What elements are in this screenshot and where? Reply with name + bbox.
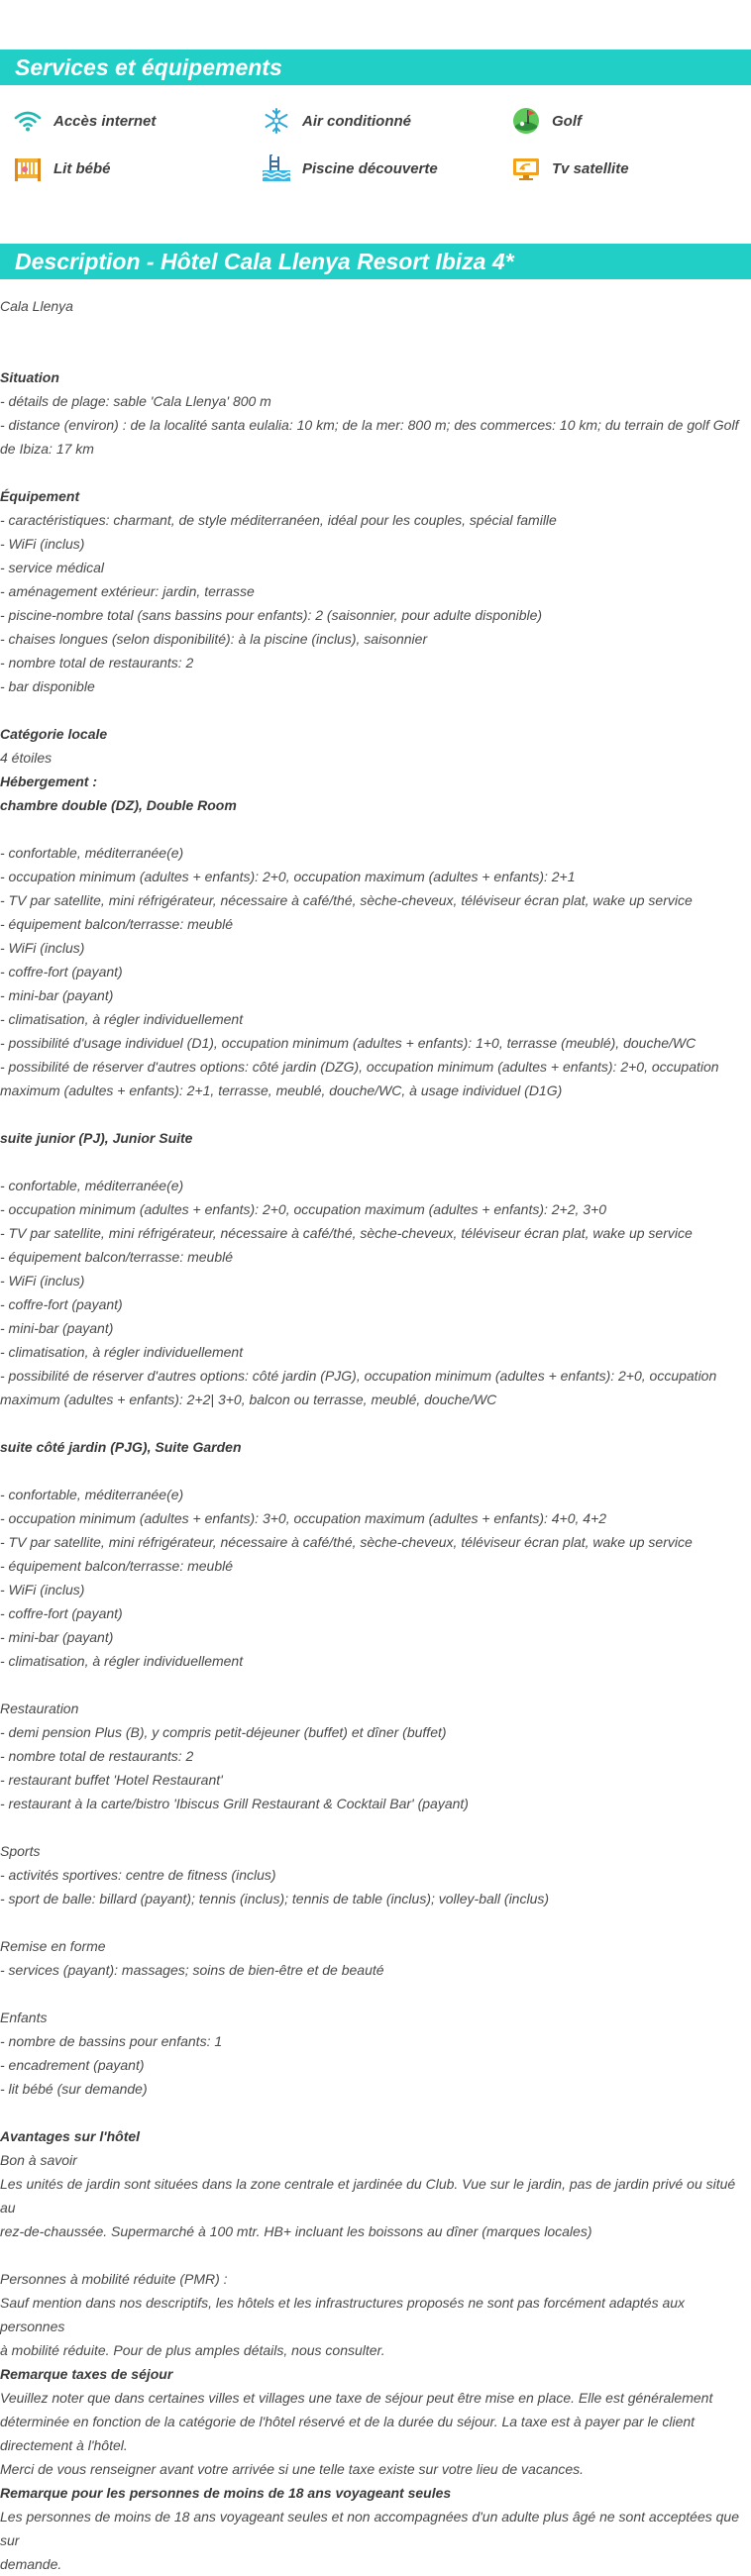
description-line: - détails de plage: sable 'Cala Llenya' 800 m xyxy=(0,393,271,409)
description-line: - coffre-fort (payant) xyxy=(0,1605,123,1621)
description-line: - bar disponible xyxy=(0,678,95,694)
amenity-outdoor-pool xyxy=(261,154,438,183)
description-line: demande. xyxy=(0,2556,62,2572)
description-line: - restaurant à la carte/bistro 'Ibiscus Grill Restaurant & Cocktail Bar' (payant) xyxy=(0,1796,469,1811)
description-line: - demi pension Plus (B), y compris petit-déjeuner (buffet) et dîner (buffet) xyxy=(0,1724,447,1740)
snowflake-icon xyxy=(261,106,292,136)
description-line: - nombre total de restaurants: 2 xyxy=(0,655,194,670)
description-line: Sports xyxy=(0,1843,41,1859)
section-heading: suite côté jardin (PJG), Suite Garden xyxy=(0,1439,242,1455)
description-line: - confortable, méditerranée(e) xyxy=(0,845,184,861)
description-line: - occupation minimum (adultes + enfants): 2+0, occupation maximum (adultes + enfants): 2+2, 3+0 xyxy=(0,1201,607,1217)
description-line: déterminée en fonction de la catégorie de l'hôtel réservé et de la durée du séjour. La taxe est à payer par le client xyxy=(0,2414,696,2429)
description-line: - possibilité de réserver d'autres options: côté jardin (DZG), occupation minimum (adultes + enfants): 2+0, occupation xyxy=(0,1059,719,1075)
amenity-label: Piscine découverte xyxy=(302,159,438,177)
section-heading: Situation xyxy=(0,369,59,385)
section-heading: Catégorie locale xyxy=(0,726,108,742)
description-line: 4 étoiles xyxy=(0,750,53,766)
description-line: - encadrement (payant) xyxy=(0,2057,145,2073)
description-line: - services (payant): massages; soins de bien-être et de beauté xyxy=(0,1962,384,1978)
section-heading xyxy=(0,1673,751,1697)
amenity-label: Golf xyxy=(552,112,582,130)
description-line: Veuillez noter que dans certaines villes et villages une taxe de séjour peut être mise en place. Elle est généralement xyxy=(0,2390,713,2406)
description-line: - confortable, méditerranée(e) xyxy=(0,1178,184,1193)
section-heading xyxy=(0,1982,751,2006)
baby-cot-icon xyxy=(12,154,44,183)
description-line: - restaurant buffet 'Hotel Restaurant' xyxy=(0,1772,223,1788)
description-line: - WiFi (inclus) xyxy=(0,536,85,552)
description-line: - occupation minimum (adultes + enfants): 2+0, occupation maximum (adultes + enfants): 2+1 xyxy=(0,869,576,884)
description-line: - distance (environ) : de la localité santa eulalia: 10 km; de la mer: 800 m; des commerces: 10 km; du terrain de golf Golf xyxy=(0,417,739,433)
description-line: Les unités de jardin sont situées dans la zone centrale et jardinée du Club. Vue sur le jardin, pas de jardin privé ou situé au xyxy=(0,2176,736,2215)
description-line xyxy=(0,1150,751,1174)
section-heading: Avantages sur l'hôtel xyxy=(0,2128,141,2144)
amenity-satellite-tv xyxy=(510,154,629,183)
golf-icon xyxy=(510,106,542,136)
amenity-label: Tv satellite xyxy=(552,159,629,177)
description-line: - occupation minimum (adultes + enfants): 3+0, occupation maximum (adultes + enfants): 4+0, 4+2 xyxy=(0,1510,607,1526)
description-line: - équipement balcon/terrasse: meublé xyxy=(0,916,234,932)
description-line: - lit bébé (sur demande) xyxy=(0,2081,148,2097)
description-line: Restauration xyxy=(0,1700,79,1716)
description-line: - activités sportives: centre de fitness (inclus) xyxy=(0,1867,276,1883)
pool-icon xyxy=(261,154,292,183)
description-line: - WiFi (inclus) xyxy=(0,1273,85,1288)
description-line: de Ibiza: 17 km xyxy=(0,441,94,457)
section-heading: Équipement xyxy=(0,488,80,504)
section-heading: Remarque taxes de séjour xyxy=(0,2366,173,2382)
amenity-baby-cot xyxy=(12,154,111,183)
section-heading: Remarque pour les personnes de moins de 18 ans voyageant seules xyxy=(0,2485,452,2501)
section-heading xyxy=(0,1815,751,1839)
description-line xyxy=(0,342,751,365)
description-line: - TV par satellite, mini réfrigérateur, nécessaire à café/thé, sèche-cheveux, téléviseur écran plat, wake up service xyxy=(0,1225,693,1241)
services-header: Services et équipements xyxy=(0,50,751,85)
amenity-label: Lit bébé xyxy=(54,159,111,177)
description-line: Enfants xyxy=(0,2009,48,2025)
description-line: - sport de balle: billard (payant); tennis (inclus); tennis de table (inclus); volley-ball (inclus) xyxy=(0,1891,550,1906)
description-line: Les personnes de moins de 18 ans voyageant seules et non accompagnées d'un adulte plus âgé ne sont acceptées que sur xyxy=(0,2509,739,2548)
description-line: - coffre-fort (payant) xyxy=(0,964,123,979)
section-heading xyxy=(0,1910,751,1934)
section-heading xyxy=(0,2101,751,2124)
description-line: - piscine-nombre total (sans bassins pour enfants): 2 (saisonnier, pour adulte disponible) xyxy=(0,607,543,623)
description-line: - climatisation, à régler individuellement xyxy=(0,1653,244,1669)
description-line: à mobilité réduite. Pour de plus amples détails, nous consulter. xyxy=(0,2342,385,2358)
description-line: - équipement balcon/terrasse: meublé xyxy=(0,1558,234,1574)
description-line: - chaises longues (selon disponibilité): à la piscine (inclus), saisonnier xyxy=(0,631,428,647)
description-line xyxy=(0,318,751,342)
description-line: - WiFi (inclus) xyxy=(0,940,85,956)
description-line: maximum (adultes + enfants): 2+2| 3+0, balcon ou terrasse, meublé, douche/WC xyxy=(0,1391,497,1407)
description-line xyxy=(0,461,751,484)
wifi-icon xyxy=(12,106,44,136)
description-line: - WiFi (inclus) xyxy=(0,1582,85,1597)
description-line: Bon à savoir xyxy=(0,2152,77,2168)
amenity-internet xyxy=(12,106,156,136)
description-line xyxy=(0,1459,751,1483)
description-line: Personnes à mobilité réduite (PMR) : xyxy=(0,2271,228,2287)
description-line xyxy=(0,698,751,722)
description-line: - coffre-fort (payant) xyxy=(0,1296,123,1312)
description-line: - nombre total de restaurants: 2 xyxy=(0,1748,194,1764)
description-line: maximum (adultes + enfants): 2+1, terrasse, meublé, douche/WC, à usage individuel (D1G) xyxy=(0,1082,563,1098)
section-heading: Hébergement : xyxy=(0,773,98,789)
description-line: - TV par satellite, mini réfrigérateur, nécessaire à café/thé, sèche-cheveux, téléviseur écran plat, wake up service xyxy=(0,892,693,908)
section-heading: chambre double (DZ), Double Room xyxy=(0,797,237,813)
description-line: - climatisation, à régler individuellement xyxy=(0,1011,244,1027)
description-line: - caractéristiques: charmant, de style méditerranéen, idéal pour les couples, spécial famille xyxy=(0,512,557,528)
description-line: - mini-bar (payant) xyxy=(0,1629,114,1645)
description-line: - équipement balcon/terrasse: meublé xyxy=(0,1249,234,1265)
description-line: Sauf mention dans nos descriptifs, les hôtels et les infrastructures proposés ne sont pas forcément adaptés aux personnes xyxy=(0,2295,686,2334)
description-line: Merci de vous renseigner avant votre arrivée si une telle taxe existe sur votre lieu de vacances. xyxy=(0,2461,585,2477)
description-line: - mini-bar (payant) xyxy=(0,987,114,1003)
description-line: - mini-bar (payant) xyxy=(0,1320,114,1336)
tv-icon xyxy=(510,154,542,183)
description-line: rez-de-chaussée. Supermarché à 100 mtr. HB+ incluant les boissons au dîner (marques locales) xyxy=(0,2223,592,2239)
amenity-air-conditioning xyxy=(261,106,411,136)
description-line: - confortable, méditerranée(e) xyxy=(0,1487,184,1502)
description-line xyxy=(0,817,751,841)
description-line: - possibilité d'usage individuel (D1), occupation minimum (adultes + enfants): 1+0, terrasse (meublé), douche/WC xyxy=(0,1035,697,1051)
description-line: - aménagement extérieur: jardin, terrasse xyxy=(0,583,255,599)
amenity-label: Air conditionné xyxy=(302,112,411,130)
description-line xyxy=(0,1102,751,1126)
description-line: Remise en forme xyxy=(0,1938,106,1954)
description-line xyxy=(0,1411,751,1435)
description-line: directement à l'hôtel. xyxy=(0,2437,128,2453)
description-line: - climatisation, à régler individuellement xyxy=(0,1344,244,1360)
description-line: - TV par satellite, mini réfrigérateur, nécessaire à café/thé, sèche-cheveux, téléviseur écran plat, wake up service xyxy=(0,1534,693,1550)
description-line: - nombre de bassins pour enfants: 1 xyxy=(0,2033,223,2049)
section-heading xyxy=(0,2243,751,2267)
amenity-golf xyxy=(510,106,582,136)
description-body xyxy=(0,294,751,2576)
description-line: - possibilité de réserver d'autres options: côté jardin (PJG), occupation minimum (adultes + enfants): 2+0, occupation xyxy=(0,1368,717,1384)
section-heading: suite junior (PJ), Junior Suite xyxy=(0,1130,193,1146)
amenity-label: Accès internet xyxy=(54,112,157,130)
description-line: Cala Llenya xyxy=(0,298,73,314)
description-header: Description - Hôtel Cala Llenya Resort Ibiza 4* xyxy=(0,244,751,279)
description-line: - service médical xyxy=(0,560,105,575)
